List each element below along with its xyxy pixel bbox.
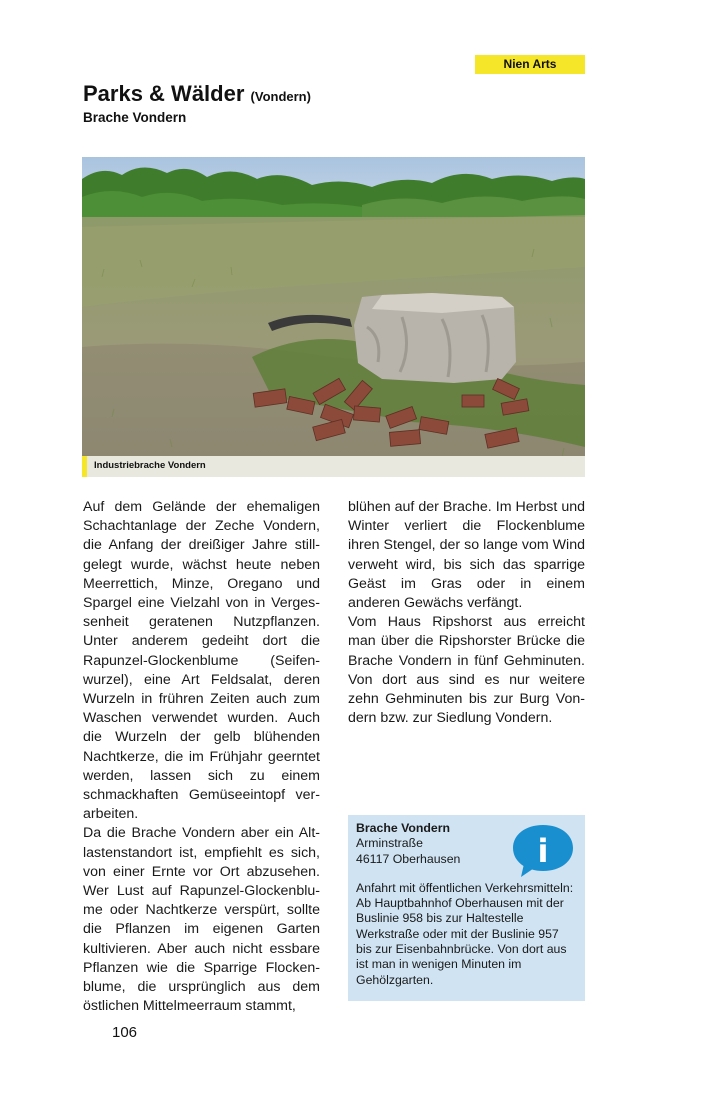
body-paragraph: Da die Brache Vondern aber ein Altlastenstandort ist, empfiehlt es sich, von einer Ernte vor Ort abzusehen. Wer Lust auf Rapunzel-Glockenblume oder Nachtkerze verspürt, sollte die Pflanzen im eigenen Garten kultivieren. Aber auch nicht essbare Pflanzen wie die Sparrige Flockenblume, die ursprünglich aus dem östlichen Mittelmeerraum stammt,: [83, 825, 320, 1015]
location-city: 46117 Oberhausen: [356, 851, 461, 866]
info-speech-bubble-icon: [511, 823, 575, 879]
page-number: 106: [112, 1024, 138, 1041]
location-directions: Anfahrt mit öffentlichen Verkehrsmitteln: Ab Hauptbahnhof Oberhausen mit der Buslinie 958 bis zur Haltestelle Werkstraße oder mit der Buslinie 957 bis zur Eisenbahnbrücke. Von dort aus ist man in wenigen Minuten im Gehölzgarten.: [356, 880, 574, 987]
body-paragraph: Auf dem Gelände der ehemaligen Schachtanlage der Zeche Vondern, die Anfang der dreißiger Jahre stillgelegt wurde, wächst heute neben Meerrettich, Minze, Oregano und Spargel eine Vielzahl von in Vergessenheit geratenen Nutzpflanzen. Unter anderem gedeiht dort die Rapunzel-Glockenblume (Seifenwurzel), eine Art Feldsalat, deren Wurzeln in frühren Zeiten auch zum Waschen verwendet wurden. Auch die Wurzeln der gelb blühenden Nachtkerze, die im Frühjahr geerntet werden, lassen sich zu einem schmackhaften Gemüseeintopf verarbeiten.: [83, 499, 320, 823]
body-paragraph: Vom Haus Ripshorst aus erreicht man über die Ripshorster Brücke die Brache Vondern in fünf Gehminuten. Von dort aus sind es nur weitere zehn Gehminuten bis zur Burg Vondern bzw. zur Siedlung Vondern.: [348, 614, 585, 727]
title-suffix: (Vondern): [250, 89, 311, 104]
body-paragraph: blühen auf der Brache. Im Herbst und Winter verliert die Flockenblume ihren Stengel, der so lange vom Wind verweht wird, bis sich das sparrige Geäst im Gras oder in einem anderen Gewächs verfängt.: [348, 499, 585, 612]
text-column-left: [83, 498, 320, 1016]
location-street: Arminstraße: [356, 836, 423, 851]
location-name: Brache Vondern: [356, 821, 451, 835]
location-info-box: [348, 815, 585, 1001]
industrial-wasteland-photo: [82, 157, 585, 477]
text-column-right: [348, 498, 585, 728]
photo-caption-bar: [82, 456, 585, 477]
category-tag: Nien Arts: [475, 55, 585, 74]
page-subtitle: Brache Vondern: [83, 110, 187, 125]
page-title: [83, 80, 311, 111]
info-icon-letter: i: [537, 832, 549, 870]
caption-accent-mark: [82, 456, 87, 477]
title-main: Parks & Wälder: [83, 81, 245, 106]
photo-caption: Industriebrache Vondern: [94, 460, 206, 471]
photo-illustration: [82, 157, 585, 477]
